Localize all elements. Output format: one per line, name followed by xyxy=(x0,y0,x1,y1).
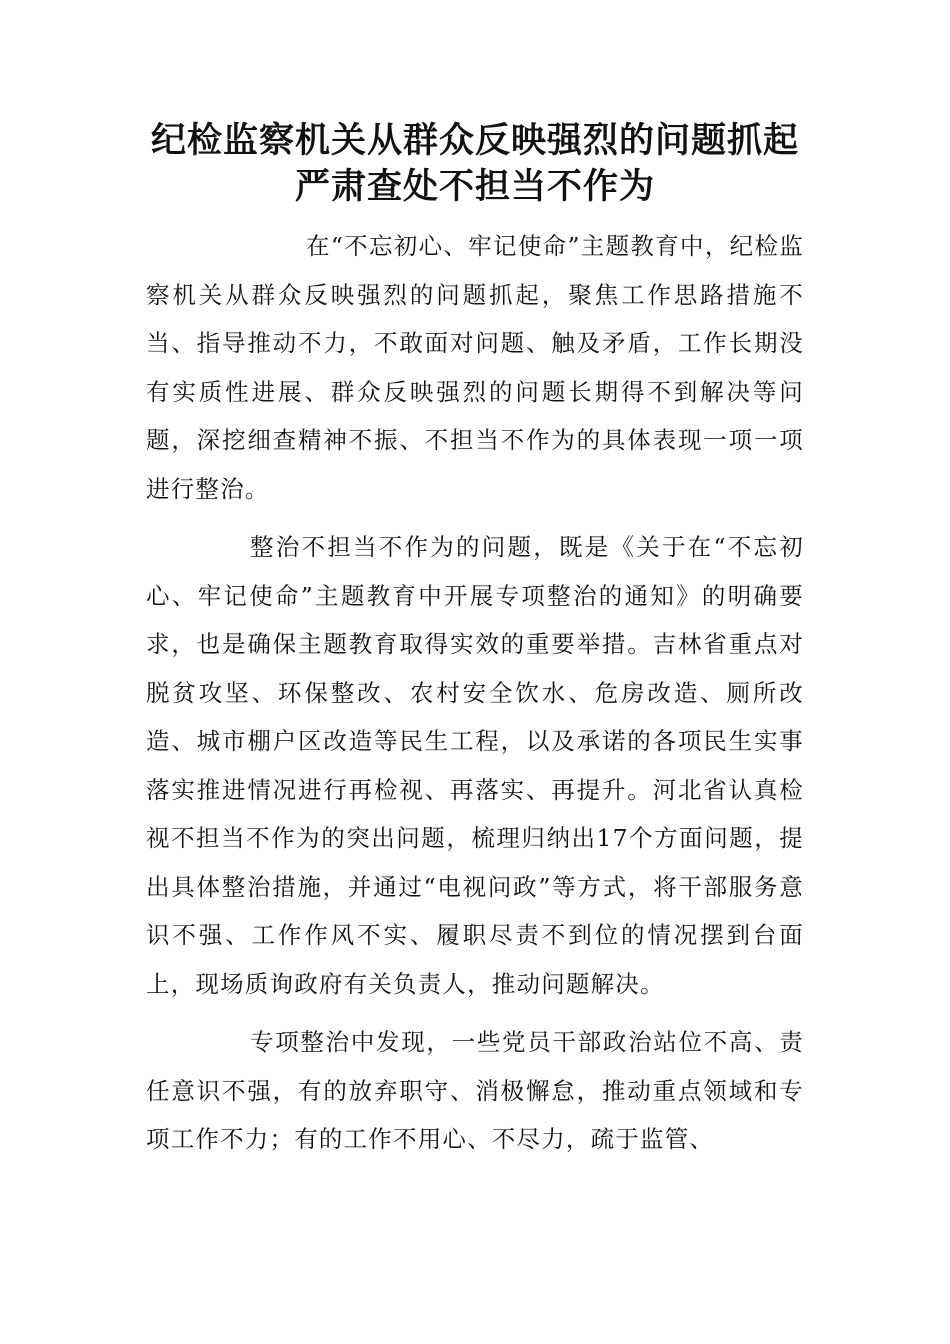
title-line-2: 严肃查处不担当不作为 xyxy=(294,166,655,207)
paragraph-2: 整治不担当不作为的问题，既是《关于在“不忘初心、牢记使命”主题教育中开展专项整治的通知》的明确要求，也是确保主题教育取得实效的重要举措。吉林省重点对脱贫攻坚、环保整改、农村安全饮水、危房改造、厕所改造、城市棚户区改造等民生工程，以及承诺的各项民生实事落实推进情况进行再检视、再落实、再提升。河北省认真检视不担当不作为的突出问题，梳理归纳出17个方面问题，提出具体整治措施，并通过“电视问政”等方式，将干部服务意识不强、工作作风不实、履职尽责不到位的情况摆到台面上，现场质询政府有关负责人，推动问题解决。 xyxy=(146,533,804,998)
paragraph-3: 专项整治中发现，一些党员干部政治站位不高、责任意识不强，有的放弃职守、消极懈怠，推动重点领域和专项工作不力；有的工作不用心、不尽力，疏于监管、 xyxy=(146,1028,804,1153)
paragraph-1: 在“不忘初心、牢记使命”主题教育中，纪检监察机关从群众反映强烈的问题抓起，聚焦工作思路措施不当、指导推动不力，不敢面对问题、触及矛盾，工作长期没有实质性进展、群众反映强烈的问题长期得不到解决等问题，深挖细查精神不振、不担当不作为的具体表现一项一项进行整治。 xyxy=(146,232,804,503)
title-line-1: 纪检监察机关从群众反映强烈的问题抓起 xyxy=(150,120,799,161)
document-body xyxy=(146,222,804,1164)
document-title xyxy=(132,118,818,210)
